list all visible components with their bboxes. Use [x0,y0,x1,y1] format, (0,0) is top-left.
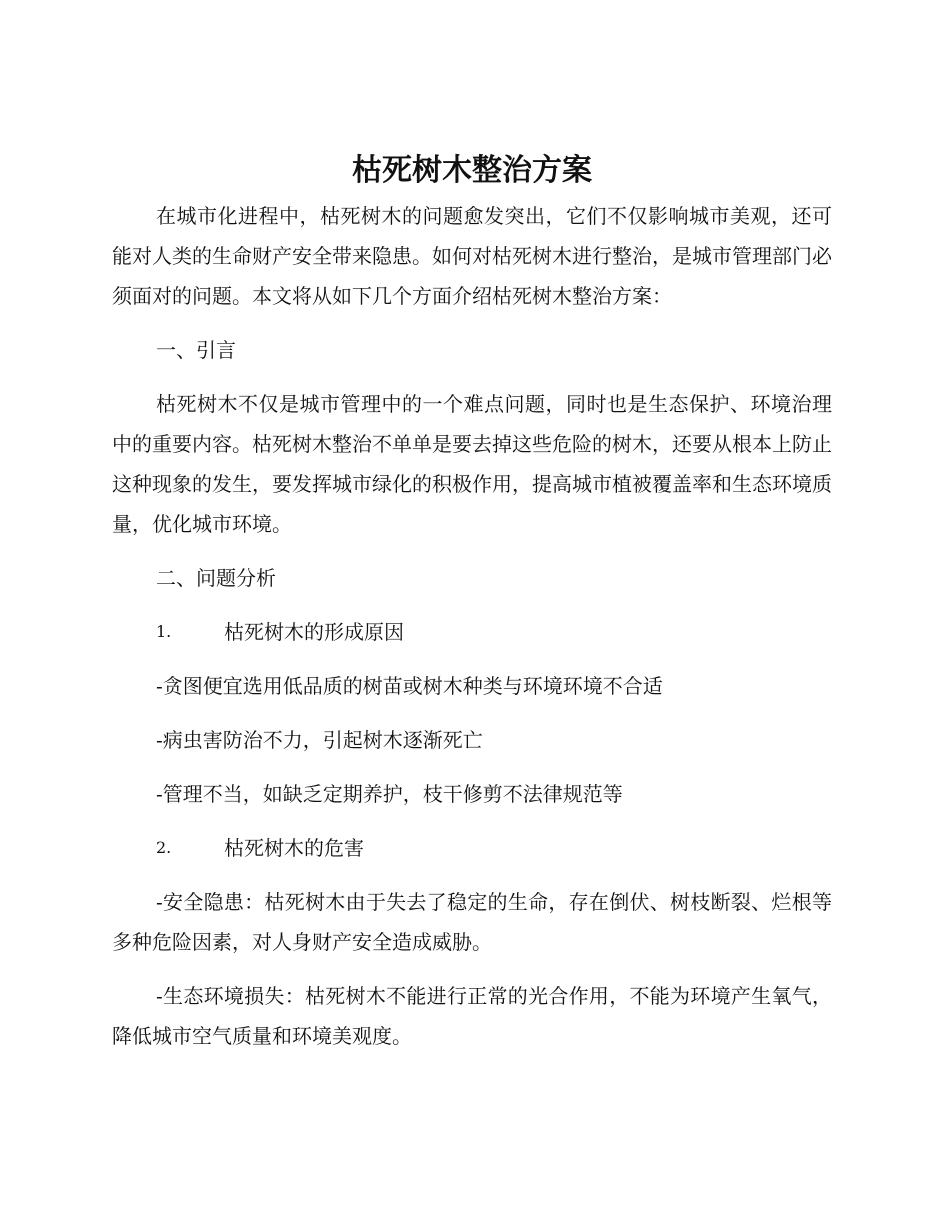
bullet-hazard-2: -生态环境损失：枯死树木不能进行正常的光合作用，不能为环境产生氧气，降低城市空气质量和环境美观度。 [112,984,832,1048]
section-heading-problem-analysis: 二、问题分析 [156,566,276,590]
section-heading-introduction: 一、引言 [156,338,236,362]
list-item-number: 2. [156,838,172,857]
list-item-causes [112,612,832,652]
bullet-cause-2: -病虫害防治不力，引起树木逐渐死亡 [156,728,483,752]
document-title: 枯死树木整治方案 [352,153,592,188]
bullet-cause-1: -贪图便宜选用低品质的树苗或树木种类与环境环境不合适 [156,674,663,698]
introduction-paragraph: 枯死树木不仅是城市管理中的一个难点问题，同时也是生态保护、环境治理中的重要内容。枯死树木整治不单单是要去掉这些危险的树木，还要从根本上防止这种现象的发生，要发挥城市绿化的积极作用，提高城市植被覆盖率和生态环境质量，优化城市环境。 [112,392,832,536]
list-item-hazards [112,828,832,868]
list-item-title: 枯死树木的危害 [224,836,364,860]
bullet-cause-3: -管理不当，如缺乏定期养护，枝干修剪不法律规范等 [156,782,623,806]
list-item-title: 枯死树木的形成原因 [224,620,404,644]
bullet-hazard-1: -安全隐患：枯死树木由于失去了稳定的生命，存在倒伏、树枝断裂、烂根等多种危险因素，对人身财产安全造成威胁。 [112,890,832,954]
list-item-number: 1. [156,622,172,641]
intro-paragraph: 在城市化进程中，枯死树木的问题愈发突出，它们不仅影响城市美观，还可能对人类的生命财产安全带来隐患。如何对枯死树木进行整治，是城市管理部门必须面对的问题。本文将从如下几个方面介绍枯死树木整治方案： [112,204,832,308]
document-page [112,148,832,1056]
